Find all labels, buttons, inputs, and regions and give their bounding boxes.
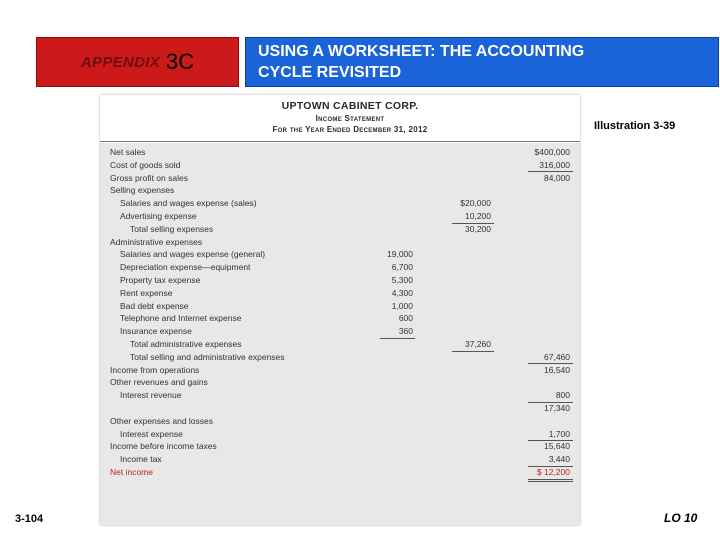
- row-label: Other revenues and gains: [110, 377, 208, 388]
- row-label: Salaries and wages expense (sales): [120, 198, 257, 209]
- income-statement: [100, 95, 580, 525]
- statement-row: [100, 467, 580, 480]
- company-name: UPTOWN CABINET CORP.: [281, 100, 419, 112]
- row-label: Total selling and administrative expenses: [130, 351, 285, 362]
- row-amount-col3: 84,000: [544, 172, 570, 183]
- row-amount-col3: 16,540: [544, 364, 570, 375]
- statement-row: [100, 365, 580, 378]
- appendix-banner: [36, 37, 239, 87]
- row-label: Bad debt expense: [120, 300, 189, 311]
- row-label: Interest revenue: [120, 390, 182, 401]
- statement-row: [100, 339, 580, 352]
- row-amount-col1: 5,300: [391, 275, 413, 285]
- statement-row: [100, 237, 580, 250]
- statement-row: [100, 454, 580, 467]
- slide-title-line-1: USING A WORKSHEET: THE ACCOUNTING: [258, 43, 585, 60]
- learning-objective: LO 10: [664, 511, 698, 525]
- row-amount-col3: 17,340: [544, 403, 570, 413]
- statement-row: [100, 160, 580, 173]
- underline: [452, 223, 494, 224]
- row-amount-col3: 800: [555, 390, 570, 401]
- statement-row: [100, 313, 580, 326]
- statement-row: [100, 224, 580, 237]
- statement-period: For the Year Ended December 31, 2012: [272, 125, 428, 134]
- row-label: Total administrative expenses: [130, 339, 242, 349]
- row-amount-col3: 3,440: [548, 454, 570, 465]
- appendix-label: APPENDIX: [80, 53, 160, 71]
- row-label: Administrative expenses: [110, 236, 203, 247]
- row-label: Net sales: [110, 147, 146, 157]
- row-amount-col1: 600: [398, 313, 413, 324]
- slide-title: [245, 37, 719, 87]
- row-label: Income from operations: [110, 364, 200, 375]
- statement-row: [100, 249, 580, 262]
- row-amount-col2: $20,000: [460, 198, 491, 209]
- row-label: Income tax: [120, 454, 162, 465]
- row-amount-col1: 19,000: [387, 249, 413, 260]
- row-amount-col3: $ 12,200: [536, 467, 570, 477]
- row-amount-col1: 6,700: [391, 262, 413, 273]
- slide-title-line-2: CYCLE REVISITED: [258, 64, 402, 81]
- underline: [528, 171, 573, 172]
- row-amount-col3: $400,000: [534, 147, 570, 157]
- statement-row: [100, 352, 580, 365]
- statement-row: [100, 288, 580, 301]
- statement-row: [100, 326, 580, 339]
- row-label: Advertising expense: [120, 211, 197, 221]
- row-label: Depreciation expense—equipment: [120, 262, 251, 273]
- underline: [380, 338, 415, 339]
- statement-row: [100, 185, 580, 198]
- row-amount-col3: 67,460: [544, 351, 570, 362]
- row-amount-col3: 1,700: [548, 428, 570, 439]
- row-amount-col2: 10,200: [465, 211, 491, 221]
- statement-row: [100, 416, 580, 429]
- row-amount-col1: 360: [398, 326, 413, 337]
- statement-name: Income Statement: [315, 114, 385, 123]
- row-label: Insurance expense: [120, 326, 192, 337]
- row-amount-col1: 4,300: [391, 287, 413, 298]
- heading-divider: [100, 141, 580, 142]
- underline: [528, 402, 573, 403]
- underline: [528, 479, 573, 480]
- statement-row: [100, 147, 580, 160]
- row-amount-col3: 15,640: [544, 441, 570, 452]
- row-label: Income before income taxes: [110, 441, 217, 452]
- row-label: Interest expense: [120, 428, 183, 439]
- row-label: Net income: [110, 467, 153, 477]
- statement-row: [100, 198, 580, 211]
- statement-row: [100, 429, 580, 442]
- row-amount-col2: 37,260: [465, 339, 491, 349]
- statement-row: [100, 211, 580, 224]
- underline: [452, 351, 494, 352]
- statement-row: [100, 377, 580, 390]
- statement-row: [100, 262, 580, 275]
- illustration-label: Illustration 3-39: [594, 120, 676, 132]
- underline: [528, 440, 573, 441]
- row-label: Other expenses and losses: [110, 415, 214, 426]
- row-label: Selling expenses: [110, 185, 175, 196]
- statement-row: [100, 301, 580, 314]
- statement-row: [100, 390, 580, 403]
- row-label: Salaries and wages expense (general): [120, 249, 266, 260]
- row-amount-col2: 30,200: [465, 223, 491, 234]
- underline: [528, 466, 573, 467]
- row-label: Property tax expense: [120, 275, 201, 285]
- row-amount-col1: 1,000: [391, 300, 413, 311]
- underline: [528, 363, 573, 364]
- row-label: Gross profit on sales: [110, 172, 188, 183]
- appendix-number: 3C: [165, 49, 195, 74]
- row-label: Rent expense: [120, 287, 173, 298]
- row-label: Cost of goods sold: [110, 159, 181, 170]
- page-number: 3-104: [15, 513, 44, 525]
- row-label: Total selling expenses: [130, 223, 214, 234]
- row-label: Telephone and Internet expense: [120, 313, 242, 324]
- statement-row: [100, 441, 580, 454]
- underline: [528, 481, 573, 482]
- statement-row: [100, 275, 580, 288]
- row-amount-col3: 316,000: [539, 159, 570, 170]
- statement-row: [100, 173, 580, 186]
- statement-row: [100, 403, 580, 416]
- statement-heading: [100, 100, 580, 134]
